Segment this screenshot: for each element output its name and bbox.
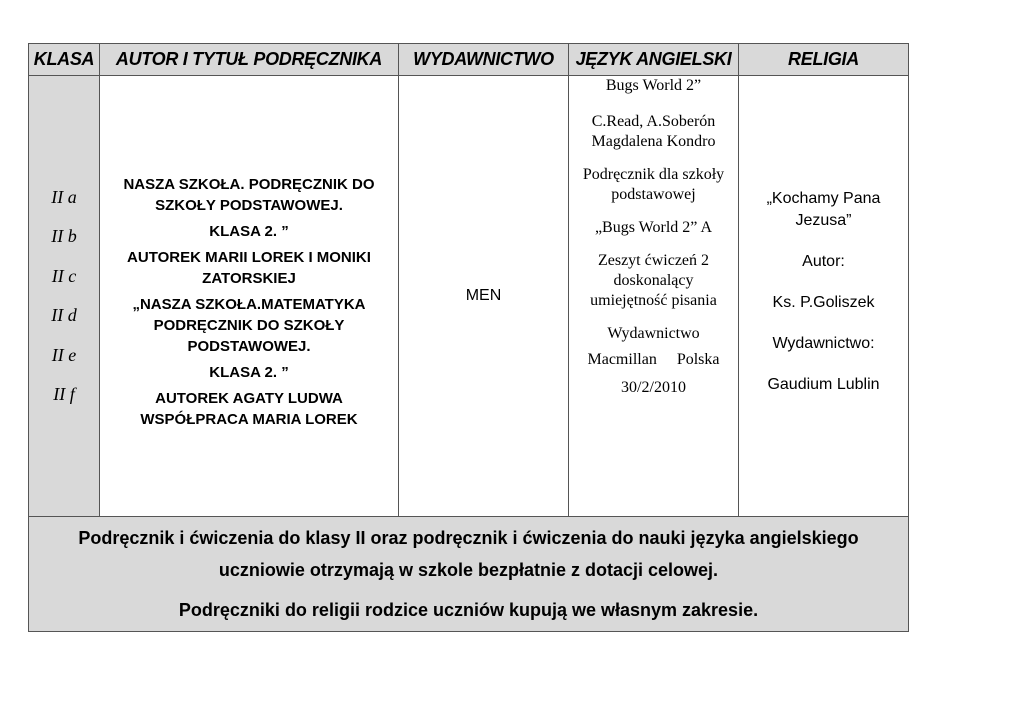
religia-title: „Kochamy Pana Jezusa”: [766, 189, 881, 229]
textbook-table: [28, 43, 909, 632]
wydawnictwo-cell: [399, 76, 569, 517]
note-line-2: Podręczniki do religii rodzice uczniów kupują we własnym zakresie.: [178, 600, 759, 620]
religia-cell: [739, 76, 909, 517]
angielski-publisher-name: Macmillan: [587, 351, 657, 368]
header-autor: AUTOR I TYTUŁ PODRĘCZNIKA: [100, 44, 399, 76]
autor-line: AUTOREK AGATY LUDWA WSPÓŁPRACA MARIA LOREK: [140, 389, 358, 428]
note-row: [29, 517, 909, 632]
klasa-item: II d: [51, 305, 77, 325]
angielski-publisher-country: Polska: [676, 351, 720, 368]
religia-publisher-label: Wydawnictwo:: [772, 334, 875, 352]
angielski-cell: [569, 76, 739, 517]
angielski-title: Bugs World 2”: [605, 77, 702, 94]
autor-line: KLASA 2. ”: [209, 222, 289, 240]
angielski-exercise: Zeszyt ćwiczeń 2 doskonalący umiejętność pisania: [590, 252, 717, 309]
klasa-cell: [29, 76, 100, 517]
header-row: [29, 44, 909, 76]
angielski-title-a: „Bugs World 2” A: [594, 219, 713, 236]
religia-author: Ks. P.Goliszek: [772, 293, 875, 311]
klasa-item: II a: [51, 186, 77, 207]
angielski-book: Podręcznik dla szkoły podstawowej: [582, 166, 725, 203]
religia-publisher: Gaudium Lublin: [767, 375, 880, 393]
angielski-publisher-label: Wydawnictwo: [607, 325, 700, 342]
table-row: [29, 76, 909, 517]
klasa-item: II b: [51, 226, 77, 246]
klasa-item: II f: [53, 384, 75, 404]
religia-author-label: Autor:: [802, 252, 845, 270]
klasa-item: II e: [51, 344, 77, 365]
header-religia: RELIGIA: [739, 44, 909, 76]
note-line-1: Podręcznik i ćwiczenia do klasy II oraz podręcznik i ćwiczenia do nauki języka angielskiego uczniowie otrzymają w szkole bezpłatnie z dotacji celowej.: [78, 528, 859, 580]
angielski-date: 30/2/2010: [621, 379, 686, 396]
header-wydawnictwo: WYDAWNICTWO: [399, 44, 569, 76]
autor-line: NASZA SZKOŁA. PODRĘCZNIK DO SZKOŁY PODSTAWOWEJ.: [123, 175, 375, 214]
autor-line: AUTOREK MARII LOREK I MONIKI ZATORSKIEJ: [127, 248, 371, 287]
klasa-item: II c: [51, 265, 77, 286]
angielski-authors: C.Read, A.Soberón Magdalena Kondro: [591, 113, 716, 150]
autor-cell: [100, 76, 399, 517]
angielski-publisher: [581, 350, 726, 370]
header-angielski: JĘZYK ANGIELSKI: [569, 44, 739, 76]
header-klasa: KLASA: [29, 44, 100, 76]
autor-line: „NASZA SZKOŁA.MATEMATYKA PODRĘCZNIK DO SZKOŁY PODSTAWOWEJ.: [132, 295, 366, 355]
autor-line: KLASA 2. ”: [209, 363, 289, 381]
wydawnictwo-value: MEN: [465, 287, 502, 304]
note-cell: [29, 517, 909, 632]
